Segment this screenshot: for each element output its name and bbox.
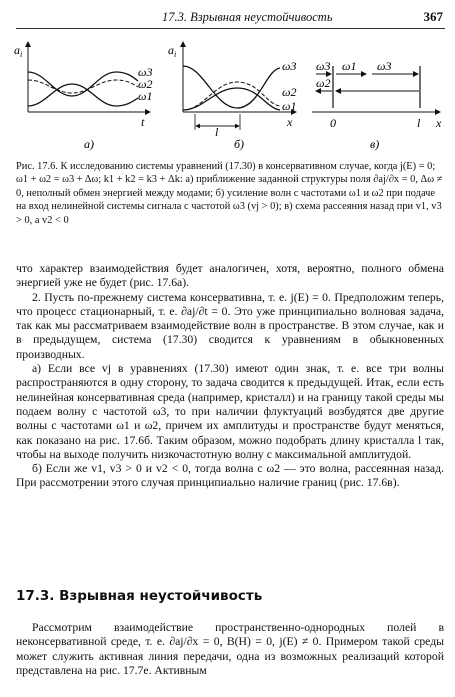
figure-drawing xyxy=(0,36,455,158)
panel-a-axis-y: $a_i$ xyxy=(14,43,23,59)
panel-b-curve-w2: ω2 xyxy=(282,85,297,99)
panel-a-axis-x: t xyxy=(141,115,145,129)
panel-a-curve-w2: ω2 xyxy=(138,77,153,91)
section-body xyxy=(16,621,444,678)
section-heading: 17.3. Взрывная неустойчивость xyxy=(16,588,263,604)
figure-caption: Рис. 17.6. К исследованию системы уравнений (17.30) в консервативном случае, когда j(E) = 0; ω1 + ω2 = ω3 + Δω; k1 + k2 = k3 + Δk: а) приближение заданной структуры поля ∂aj/∂x = 0, Δω ≠ 0, неполный обмен энергией между модами; б) усиление волн с частотами ω1 и ω2 при подаче на вход нелинейной системы сигнала с частотой ω3 (vj > 0); в) схема рассеяния назад при v1, v3 > 0, а v2 < 0 xyxy=(16,161,443,226)
panel-c-wave-w2: ω2 xyxy=(316,76,331,90)
section-paragraph: Рассмотрим взаимодействие пространственно-однородных полей в неконсервативной среде, т. е. ∂aj/∂x = 0, B(H) = 0, j(E) ≠ 0. Примером такой среды может служить активная линия передачи, одна из возможных реализаций которой представлена на рис. 17.7е. Активным xyxy=(16,621,444,677)
panel-a xyxy=(14,42,152,151)
panel-a-curve-w3: ω3 xyxy=(138,65,153,79)
running-head-title: 17.3. Взрывная неустойчивость xyxy=(162,10,333,24)
panel-b-length-label: l xyxy=(215,125,219,139)
figure-17-6 xyxy=(0,36,455,158)
panel-b-curve-w1: ω1 xyxy=(282,99,297,113)
paragraph-continuation: что характер взаимодействия будет аналогичен, хотя, вероятно, полного обмена энергией уже не будет (рис. 17.6а). xyxy=(16,262,444,290)
paragraph-case-2a: а) Если все vj в уравнениях (17.30) имеют один знак, т. е. все три волны распространяются в одну сторону, то задача сводится к предыдущей. Итак, если есть нелинейная консервативная среда (например, кристалл) и на границу такой среды мы подаем волну с частотой ω3, то при наличии флуктуаций возбудятся две другие волны с частотами ω1 и ω2, причем их амплитуды и пространстве будут меняться, как показано на рис. 17.6б. Таким образом, можно подобрать длину кристалла l так, чтобы на выходе получить низкочастотную волну с максимальной амплитудой. xyxy=(16,362,444,461)
running-head xyxy=(16,6,445,29)
panel-b-label: б) xyxy=(234,137,245,151)
panel-c xyxy=(312,59,442,151)
panel-c-axis-x: x xyxy=(436,116,442,130)
page-number: 367 xyxy=(423,9,443,24)
panel-b-axis-y: $a_i$ xyxy=(168,43,177,59)
panel-c-origin: 0 xyxy=(330,116,336,130)
panel-b-curve-w3: ω3 xyxy=(282,59,297,73)
body-text xyxy=(16,262,444,491)
paragraph-case-2b: б) Если же v1, v3 > 0 и v2 < 0, тогда волна с ω2 — это волна, рассеянная назад. При рассмотрении этого случая принципиально наличие границ (рис. 17.6в). xyxy=(16,462,444,490)
panel-b-axis-x: x xyxy=(287,115,293,129)
panel-a-label: а) xyxy=(84,137,94,151)
panel-c-wave-w1: ω1 xyxy=(342,59,357,73)
panel-a-curve-w1: ω1 xyxy=(138,89,153,103)
panel-c-label: в) xyxy=(370,137,380,151)
panel-c-length: l xyxy=(417,116,421,130)
panel-c-wave-w3: ω3 xyxy=(377,59,392,73)
panel-c-wave-w3-in: ω3 xyxy=(316,59,331,73)
paragraph-case-2: 2. Пусть по-прежнему система консервативна, т. е. j(E) = 0. Предположим теперь, что процесс стационарный, т. е. ∂aj/∂t = 0. Это уже принципиально волновая задача, так как мы рассматриваем взаимодействие волн в пространстве. В этом случае, как и в предыдущем, система (17.30) сводится к уравнениям в обыкновенных производных. xyxy=(16,290,444,361)
panel-b xyxy=(168,42,296,151)
